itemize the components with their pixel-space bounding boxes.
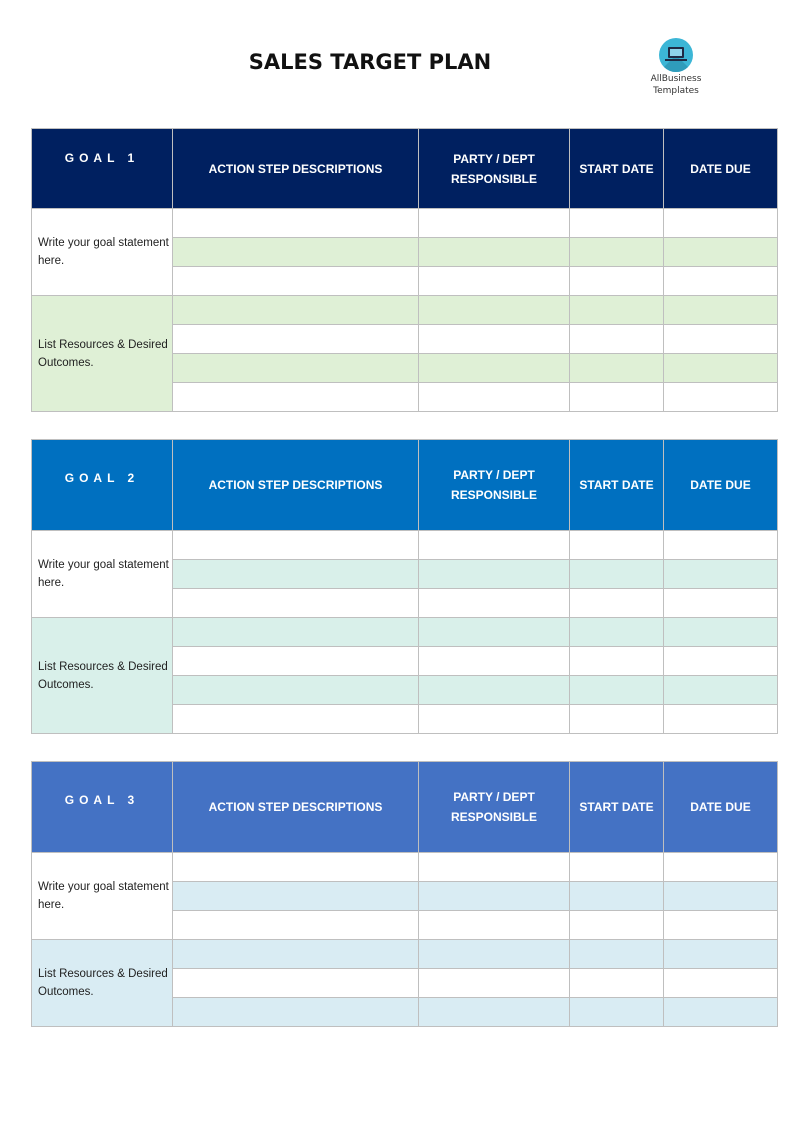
logo-text-line1: AllBusiness — [650, 74, 702, 84]
column-header-party: PARTY / DEPT RESPONSIBLE — [419, 762, 570, 853]
action-cell[interactable] — [173, 705, 419, 734]
date-due-cell[interactable] — [664, 325, 778, 354]
party-cell[interactable] — [419, 647, 570, 676]
date-due-cell[interactable] — [664, 882, 778, 911]
goal-statement-cell[interactable]: Write your goal statement here. — [32, 853, 173, 940]
start-date-cell[interactable] — [570, 238, 664, 267]
start-date-cell[interactable] — [570, 969, 664, 998]
page-title: SALES TARGET PLAN — [248, 50, 492, 74]
goal-label: GOAL 2 — [32, 440, 173, 531]
action-cell[interactable] — [173, 647, 419, 676]
start-date-cell[interactable] — [570, 267, 664, 296]
start-date-cell[interactable] — [570, 618, 664, 647]
action-cell[interactable] — [173, 560, 419, 589]
laptop-icon — [659, 38, 693, 72]
table-header-row — [32, 129, 778, 209]
start-date-cell[interactable] — [570, 209, 664, 238]
party-cell[interactable] — [419, 267, 570, 296]
party-cell[interactable] — [419, 209, 570, 238]
action-cell[interactable] — [173, 911, 419, 940]
column-header-date-due: DATE DUE — [664, 440, 778, 531]
goal-1-table — [31, 128, 778, 412]
party-cell[interactable] — [419, 531, 570, 560]
party-cell[interactable] — [419, 998, 570, 1027]
action-cell[interactable] — [173, 383, 419, 412]
date-due-cell[interactable] — [664, 531, 778, 560]
action-cell[interactable] — [173, 238, 419, 267]
start-date-cell[interactable] — [570, 882, 664, 911]
column-header-date-due: DATE DUE — [664, 129, 778, 209]
date-due-cell[interactable] — [664, 940, 778, 969]
party-cell[interactable] — [419, 676, 570, 705]
column-header-action: ACTION STEP DESCRIPTIONS — [173, 762, 419, 853]
date-due-cell[interactable] — [664, 209, 778, 238]
party-cell[interactable] — [419, 618, 570, 647]
start-date-cell[interactable] — [570, 647, 664, 676]
resources-cell[interactable]: List Resources & Desired Outcomes. — [32, 618, 173, 734]
date-due-cell[interactable] — [664, 705, 778, 734]
action-cell[interactable] — [173, 940, 419, 969]
action-cell[interactable] — [173, 618, 419, 647]
date-due-cell[interactable] — [664, 618, 778, 647]
start-date-cell[interactable] — [570, 354, 664, 383]
allbusiness-logo — [640, 38, 712, 96]
table-row — [32, 531, 778, 560]
date-due-cell[interactable] — [664, 911, 778, 940]
date-due-cell[interactable] — [664, 998, 778, 1027]
party-cell[interactable] — [419, 589, 570, 618]
party-cell[interactable] — [419, 705, 570, 734]
start-date-cell[interactable] — [570, 296, 664, 325]
date-due-cell[interactable] — [664, 296, 778, 325]
table-row — [32, 296, 778, 325]
logo-text-line2: Templates — [653, 86, 699, 96]
table-header-row — [32, 440, 778, 531]
start-date-cell[interactable] — [570, 531, 664, 560]
column-header-start-date: START DATE — [570, 129, 664, 209]
date-due-cell[interactable] — [664, 267, 778, 296]
resources-cell[interactable]: List Resources & Desired Outcomes. — [32, 296, 173, 412]
action-cell[interactable] — [173, 676, 419, 705]
goal-label: GOAL 3 — [32, 762, 173, 853]
date-due-cell[interactable] — [664, 354, 778, 383]
action-cell[interactable] — [173, 589, 419, 618]
column-header-party: PARTY / DEPT RESPONSIBLE — [419, 129, 570, 209]
action-cell[interactable] — [173, 969, 419, 998]
party-cell[interactable] — [419, 325, 570, 354]
table-row — [32, 940, 778, 969]
party-cell[interactable] — [419, 940, 570, 969]
party-cell[interactable] — [419, 296, 570, 325]
action-cell[interactable] — [173, 209, 419, 238]
start-date-cell[interactable] — [570, 853, 664, 882]
goal-2-table — [31, 439, 778, 734]
party-cell[interactable] — [419, 238, 570, 267]
date-due-cell[interactable] — [664, 676, 778, 705]
start-date-cell[interactable] — [570, 589, 664, 618]
date-due-cell[interactable] — [664, 238, 778, 267]
party-cell[interactable] — [419, 911, 570, 940]
start-date-cell[interactable] — [570, 383, 664, 412]
column-header-party: PARTY / DEPT RESPONSIBLE — [419, 440, 570, 531]
start-date-cell[interactable] — [570, 998, 664, 1027]
action-cell[interactable] — [173, 296, 419, 325]
table-row — [32, 209, 778, 238]
column-header-start-date: START DATE — [570, 440, 664, 531]
action-cell[interactable] — [173, 354, 419, 383]
party-cell[interactable] — [419, 383, 570, 412]
date-due-cell[interactable] — [664, 383, 778, 412]
column-header-action: ACTION STEP DESCRIPTIONS — [173, 440, 419, 531]
action-cell[interactable] — [173, 882, 419, 911]
action-cell[interactable] — [173, 267, 419, 296]
table-row — [32, 618, 778, 647]
party-cell[interactable] — [419, 354, 570, 383]
column-header-date-due: DATE DUE — [664, 762, 778, 853]
action-cell[interactable] — [173, 998, 419, 1027]
start-date-cell[interactable] — [570, 560, 664, 589]
goal-statement-cell[interactable]: Write your goal statement here. — [32, 531, 173, 618]
column-header-action: ACTION STEP DESCRIPTIONS — [173, 129, 419, 209]
party-cell[interactable] — [419, 969, 570, 998]
start-date-cell[interactable] — [570, 911, 664, 940]
action-cell[interactable] — [173, 325, 419, 354]
goal-label: GOAL 1 — [32, 129, 173, 209]
start-date-cell[interactable] — [570, 676, 664, 705]
party-cell[interactable] — [419, 882, 570, 911]
table-row — [32, 853, 778, 882]
party-cell[interactable] — [419, 560, 570, 589]
goal-statement-cell[interactable]: Write your goal statement here. — [32, 209, 173, 296]
date-due-cell[interactable] — [664, 589, 778, 618]
action-cell[interactable] — [173, 531, 419, 560]
table-header-row — [32, 762, 778, 853]
date-due-cell[interactable] — [664, 647, 778, 676]
start-date-cell[interactable] — [570, 940, 664, 969]
date-due-cell[interactable] — [664, 853, 778, 882]
start-date-cell[interactable] — [570, 705, 664, 734]
date-due-cell[interactable] — [664, 969, 778, 998]
action-cell[interactable] — [173, 853, 419, 882]
resources-cell[interactable]: List Resources & Desired Outcomes. — [32, 940, 173, 1027]
start-date-cell[interactable] — [570, 325, 664, 354]
party-cell[interactable] — [419, 853, 570, 882]
goal-3-table — [31, 761, 778, 1027]
column-header-start-date: START DATE — [570, 762, 664, 853]
date-due-cell[interactable] — [664, 560, 778, 589]
